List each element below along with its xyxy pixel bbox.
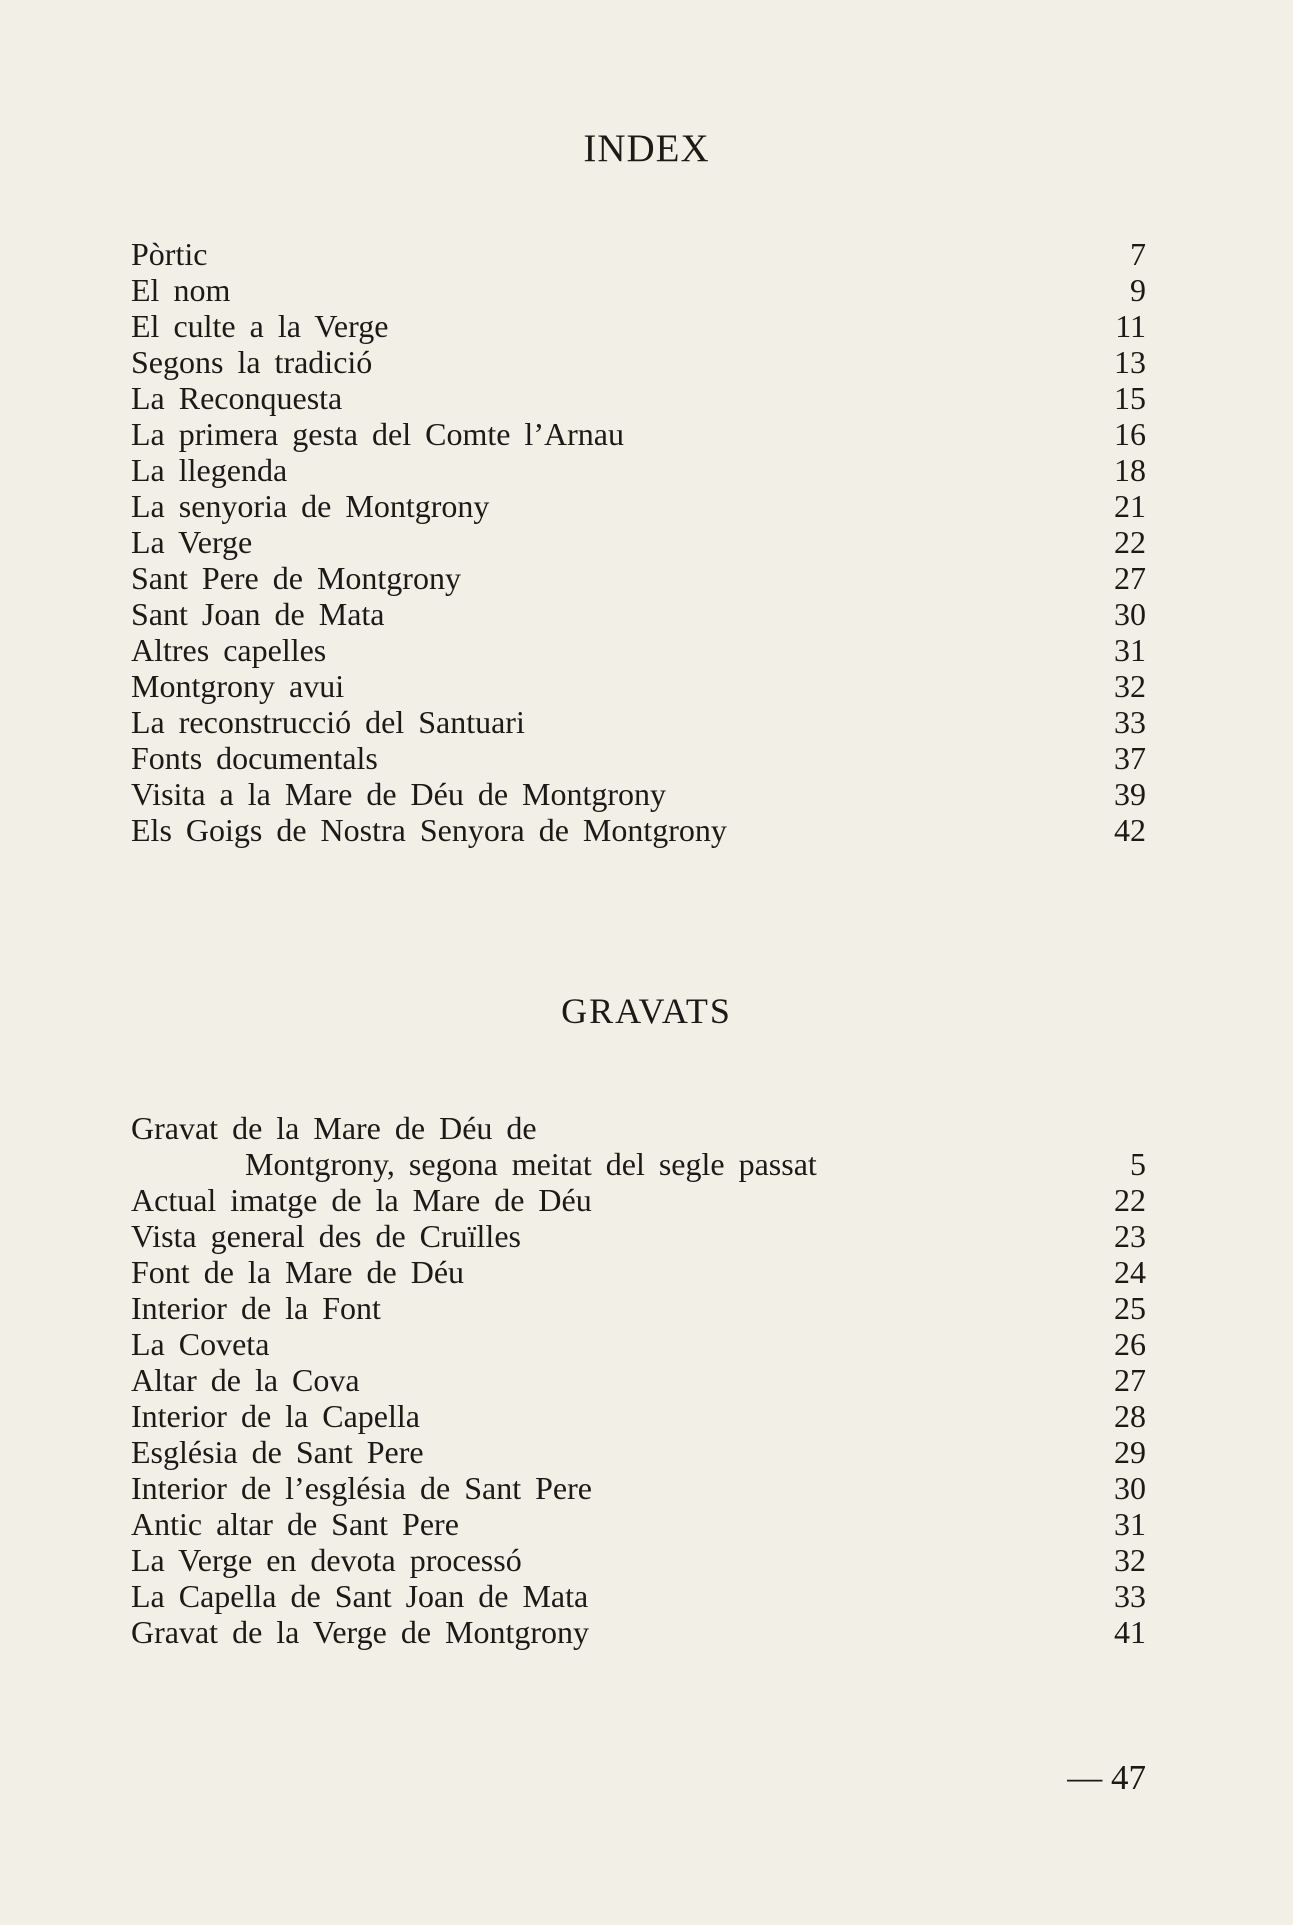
index-entry xyxy=(131,308,1146,344)
index-entry xyxy=(131,524,1146,560)
entry-title: La primera gesta del Comte l’Arnau xyxy=(131,416,624,452)
entry-title: La Capella de Sant Joan de Mata xyxy=(131,1578,589,1614)
index-entry xyxy=(131,704,1146,740)
entry-title: Interior de l’església de Sant Pere xyxy=(131,1470,592,1506)
entry-title: La llegenda xyxy=(131,452,288,488)
entry-title: Montgrony avui xyxy=(131,668,345,704)
entry-page: 26 xyxy=(1114,1326,1146,1362)
entry-page: 41 xyxy=(1114,1614,1146,1650)
entry-page: 15 xyxy=(1114,380,1146,416)
index-entry xyxy=(131,344,1146,380)
entry-page: 32 xyxy=(1114,668,1146,704)
gravat-entry xyxy=(131,1218,1146,1254)
entry-page: 27 xyxy=(1114,1362,1146,1398)
gravats-list xyxy=(131,1110,1146,1650)
index-entry xyxy=(131,740,1146,776)
entry-title: Sant Joan de Mata xyxy=(131,596,385,632)
index-entry xyxy=(131,452,1146,488)
gravat-entry xyxy=(131,1434,1146,1470)
entry-title: La reconstrucció del Santuari xyxy=(131,704,525,740)
index-entry xyxy=(131,272,1146,308)
gravats-heading: GRAVATS xyxy=(561,991,732,1031)
gravat-entry-first-line xyxy=(131,1110,1146,1146)
entry-page: 28 xyxy=(1114,1398,1146,1434)
entry-page: 9 xyxy=(1130,272,1146,308)
entry-title: Vista general des de Cruïlles xyxy=(131,1218,521,1254)
entry-title: Visita a la Mare de Déu de Montgrony xyxy=(131,776,667,812)
gravat-entry xyxy=(131,1542,1146,1578)
entry-page: 30 xyxy=(1114,596,1146,632)
entry-page: 29 xyxy=(1114,1434,1146,1470)
entry-page: 31 xyxy=(1114,632,1146,668)
entry-page: 21 xyxy=(1114,488,1146,524)
entry-page: 13 xyxy=(1114,344,1146,380)
entry-title: Altres capelles xyxy=(131,632,327,668)
entry-title: La senyoria de Montgrony xyxy=(131,488,490,524)
gravat-entry xyxy=(131,1290,1146,1326)
gravat-entry xyxy=(131,1578,1146,1614)
gravat-entry xyxy=(131,1398,1146,1434)
entry-title: El nom xyxy=(131,272,231,308)
entry-page: 18 xyxy=(1114,452,1146,488)
gravat-entry xyxy=(131,1362,1146,1398)
entry-title: Altar de la Cova xyxy=(131,1362,360,1398)
gravat-entry xyxy=(131,1470,1146,1506)
entry-page: 5 xyxy=(1130,1146,1146,1182)
entry-title: Segons la tradició xyxy=(131,344,373,380)
entry-page: 25 xyxy=(1114,1290,1146,1326)
entry-page: 42 xyxy=(1114,812,1146,848)
entry-page: 27 xyxy=(1114,560,1146,596)
entry-title: Interior de la Capella xyxy=(131,1398,420,1434)
entry-page: 22 xyxy=(1114,1182,1146,1218)
entry-page: 37 xyxy=(1114,740,1146,776)
entry-title: Montgrony, segona meitat del segle passat xyxy=(245,1146,817,1182)
index-entry xyxy=(131,632,1146,668)
entry-title: La Reconquesta xyxy=(131,380,343,416)
gravat-entry xyxy=(131,1146,1146,1182)
entry-page: 33 xyxy=(1114,1578,1146,1614)
index-entry xyxy=(131,596,1146,632)
entry-title: Font de la Mare de Déu xyxy=(131,1254,465,1290)
index-entry xyxy=(131,236,1146,272)
entry-title: Gravat de la Verge de Montgrony xyxy=(131,1614,590,1650)
entry-title: La Verge en devota processó xyxy=(131,1542,522,1578)
entry-title: Gravat de la Mare de Déu de xyxy=(131,1110,537,1146)
entry-title: La Verge xyxy=(131,524,253,560)
index-entry xyxy=(131,488,1146,524)
index-entry xyxy=(131,776,1146,812)
index-entry xyxy=(131,560,1146,596)
gravat-entry xyxy=(131,1326,1146,1362)
entry-title: Pòrtic xyxy=(131,236,208,272)
index-entry xyxy=(131,812,1146,848)
entry-page: 33 xyxy=(1114,704,1146,740)
page-number: — 47 xyxy=(1067,1758,1146,1797)
entry-title: Fonts documentals xyxy=(131,740,378,776)
entry-page: 24 xyxy=(1114,1254,1146,1290)
entry-title: Els Goigs de Nostra Senyora de Montgrony xyxy=(131,812,727,848)
entry-page: 32 xyxy=(1114,1542,1146,1578)
index-list xyxy=(131,236,1146,848)
index-entry xyxy=(131,416,1146,452)
index-heading: INDEX xyxy=(583,127,710,170)
entry-page: 30 xyxy=(1114,1470,1146,1506)
entry-page: 7 xyxy=(1130,236,1146,272)
entry-title: Actual imatge de la Mare de Déu xyxy=(131,1182,592,1218)
gravat-entry xyxy=(131,1254,1146,1290)
index-entry xyxy=(131,668,1146,704)
gravat-entry xyxy=(131,1614,1146,1650)
entry-title: La Coveta xyxy=(131,1326,270,1362)
entry-title: Sant Pere de Montgrony xyxy=(131,560,461,596)
index-entry xyxy=(131,380,1146,416)
entry-page: 23 xyxy=(1114,1218,1146,1254)
entry-page: 16 xyxy=(1114,416,1146,452)
entry-page: 31 xyxy=(1114,1506,1146,1542)
entry-page: 22 xyxy=(1114,524,1146,560)
entry-page: 39 xyxy=(1114,776,1146,812)
entry-title: Església de Sant Pere xyxy=(131,1434,424,1470)
entry-page: 11 xyxy=(1115,308,1146,344)
entry-title: Interior de la Font xyxy=(131,1290,381,1326)
gravat-entry xyxy=(131,1506,1146,1542)
gravat-entry xyxy=(131,1182,1146,1218)
entry-title: El culte a la Verge xyxy=(131,308,389,344)
entry-title: Antic altar de Sant Pere xyxy=(131,1506,459,1542)
